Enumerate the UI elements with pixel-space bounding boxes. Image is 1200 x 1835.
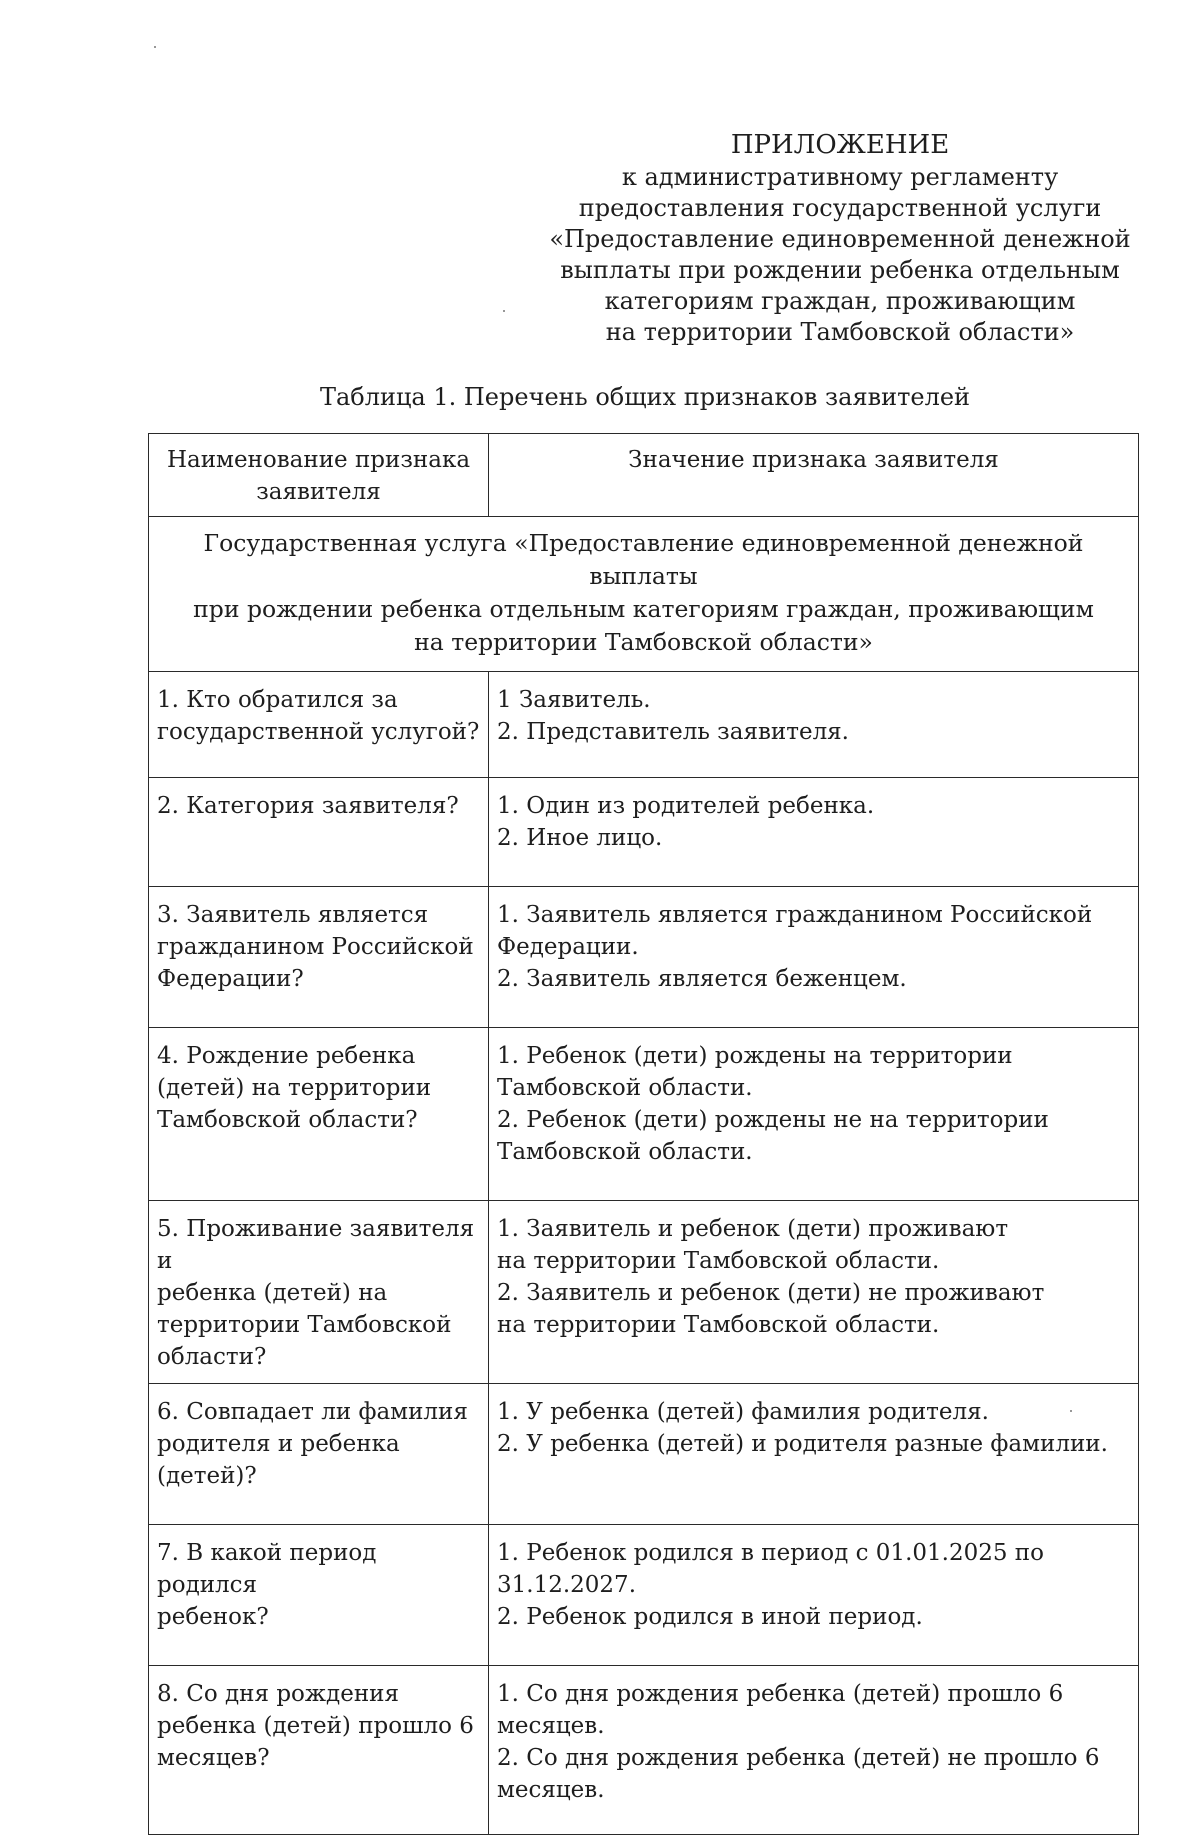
feature-value-cell <box>489 1384 1139 1525</box>
feature-name-cell <box>149 887 489 1028</box>
feature-name-text: ребенка (детей) на <box>157 1280 388 1306</box>
scan-speck <box>503 310 505 312</box>
header-text: Наименование признака <box>166 447 471 473</box>
feature-name-cell <box>149 1028 489 1201</box>
feature-name-text: гражданином Российской <box>157 934 474 960</box>
feature-value-cell <box>489 1525 1139 1666</box>
feature-value-text: Федерации. <box>497 934 639 960</box>
feature-name-text: Тамбовской области? <box>157 1107 418 1133</box>
service-text: при рождении ребенка отдельным категориям граждан, проживающим <box>193 595 1094 623</box>
table-row <box>149 887 1139 1028</box>
feature-value-text: 1. Со дня рождения ребенка (детей) прошло 6 <box>497 1681 1064 1707</box>
feature-value-cell <box>489 778 1139 887</box>
feature-name-text: родителя и ребенка <box>157 1431 400 1457</box>
feature-value-text: 2. Ребенок (дети) рождены не на территории <box>497 1107 1049 1133</box>
feature-value-text: 1. Заявитель и ребенок (дети) проживают <box>497 1216 1009 1242</box>
feature-name-cell <box>149 672 489 778</box>
service-text: Государственная услуга «Предоставление единовременной денежной выплаты <box>203 529 1084 590</box>
appendix-line: выплаты при рождении ребенка отдельным <box>560 256 1120 284</box>
table-header-row <box>149 434 1139 517</box>
service-cell <box>149 517 1139 672</box>
table-row <box>149 778 1139 887</box>
feature-name-text: территории Тамбовской <box>157 1312 452 1338</box>
feature-value-cell <box>489 1028 1139 1201</box>
feature-name-text: месяцев? <box>157 1745 270 1771</box>
feature-value-text: на территории Тамбовской области. <box>497 1312 940 1338</box>
table-caption: Таблица 1. Перечень общих признаков заявителей <box>319 383 971 411</box>
feature-name-cell <box>149 1384 489 1525</box>
feature-value-cell <box>489 887 1139 1028</box>
feature-value-text: 1. Заявитель является гражданином Российской <box>497 902 1093 928</box>
feature-value-text: месяцев. <box>497 1713 605 1739</box>
feature-value-text: 2. Со дня рождения ребенка (детей) не прошло 6 <box>497 1745 1100 1771</box>
appendix-line: на территории Тамбовской области» <box>605 318 1075 346</box>
feature-value-text: 2. Заявитель и ребенок (дети) не проживают <box>497 1280 1045 1306</box>
table-row <box>149 1028 1139 1201</box>
feature-value-text: месяцев. <box>497 1777 605 1803</box>
feature-value-text: 1. Ребенок родился в период с 01.01.2025 по <box>497 1540 1044 1566</box>
feature-name-cell <box>149 1525 489 1666</box>
appendix-line: к административному регламенту <box>621 163 1059 191</box>
feature-name-text: 4. Рождение ребенка <box>157 1043 416 1069</box>
feature-value-cell <box>489 1666 1139 1835</box>
feature-value-cell <box>489 1201 1139 1384</box>
feature-name-text: 8. Со дня рождения <box>157 1681 399 1707</box>
feature-name-text: 2. Категория заявителя? <box>157 793 459 819</box>
feature-value-text: 2. Представитель заявителя. <box>497 719 849 745</box>
feature-value-text: 1. У ребенка (детей) фамилия родителя. <box>497 1399 989 1425</box>
scan-speck <box>154 46 156 48</box>
applicant-features-table <box>148 433 1139 1835</box>
feature-value-cell <box>489 672 1139 778</box>
scan-speck <box>1070 1410 1072 1412</box>
feature-name-text: 3. Заявитель является <box>157 902 429 928</box>
table-body <box>149 517 1139 1835</box>
feature-name-text: Федерации? <box>157 966 304 992</box>
feature-name-text: 7. В какой период родился <box>157 1540 377 1598</box>
feature-name-text: (детей)? <box>157 1463 257 1489</box>
feature-name-text: 5. Проживание заявителя и <box>157 1216 475 1274</box>
feature-value-text: 2. Заявитель является беженцем. <box>497 966 907 992</box>
appendix-line: «Предоставление единовременной денежной <box>549 225 1131 253</box>
header-text: Значение признака заявителя <box>628 447 999 473</box>
table-row <box>149 1666 1139 1835</box>
feature-name-text: 6. Совпадает ли фамилия <box>157 1399 468 1425</box>
table-row <box>149 1384 1139 1525</box>
feature-name-cell <box>149 778 489 887</box>
feature-name-text: 1. Кто обратился за <box>157 687 398 713</box>
appendix-header <box>500 128 1180 348</box>
feature-value-text: 1 Заявитель. <box>497 687 651 713</box>
feature-value-text: 2. Ребенок родился в иной период. <box>497 1604 923 1630</box>
feature-name-text: государственной услугой? <box>157 719 480 745</box>
appendix-line: категориям граждан, проживающим <box>604 287 1076 315</box>
feature-value-text: 2. У ребенка (детей) и родителя разные фамилии. <box>497 1431 1108 1457</box>
feature-name-text: (детей) на территории <box>157 1075 432 1101</box>
feature-name-text: области? <box>157 1344 267 1370</box>
feature-value-text: на территории Тамбовской области. <box>497 1248 940 1274</box>
table-row <box>149 672 1139 778</box>
table-row <box>149 1201 1139 1384</box>
feature-value-text: 31.12.2027. <box>497 1572 636 1598</box>
service-row <box>149 517 1139 672</box>
feature-value-text: 2. Иное лицо. <box>497 825 663 851</box>
header-feature-value <box>489 434 1139 517</box>
feature-name-cell <box>149 1666 489 1835</box>
service-text: на территории Тамбовской области» <box>414 628 873 656</box>
header-feature-name <box>149 434 489 517</box>
feature-value-text: Тамбовской области. <box>497 1075 753 1101</box>
feature-value-text: 1. Один из родителей ребенка. <box>497 793 875 819</box>
feature-value-text: Тамбовской области. <box>497 1139 753 1165</box>
feature-value-text: 1. Ребенок (дети) рождены на территории <box>497 1043 1013 1069</box>
table-row <box>149 1525 1139 1666</box>
header-text: заявителя <box>256 479 381 505</box>
feature-name-cell <box>149 1201 489 1384</box>
appendix-title: ПРИЛОЖЕНИЕ <box>730 130 950 160</box>
feature-name-text: ребенок? <box>157 1604 269 1630</box>
feature-name-text: ребенка (детей) прошло 6 <box>157 1713 474 1739</box>
appendix-line: предоставления государственной услуги <box>578 194 1102 222</box>
